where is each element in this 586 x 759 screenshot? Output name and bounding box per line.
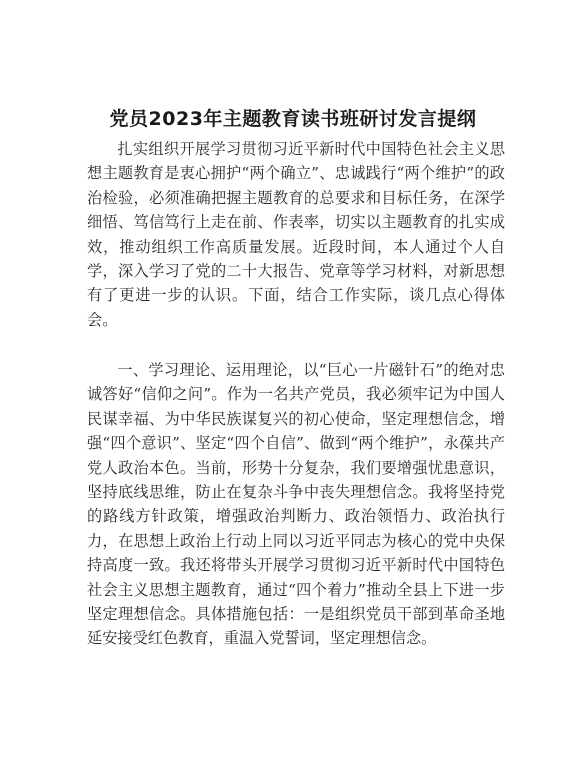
document-title: 党员2023年主题教育读书班研讨发言提纲: [109, 108, 477, 130]
paragraph-section-1: 一、学习理论、运用理论，以“巨心一片磁针石”的绝对忠诚答好“信仰之问”。作为一名共产党员，我必须牢记为中国人民谋幸福、为中华民族谋复兴的初心使命，坚定理想信念，增强“四个意识”、坚定“四个自信”、做到“两个维护”，永葆共产党人政治本色。当前，形势十分复杂，我们要增强忧患意识，坚持底线思维，防止在复杂斗争中丧失理想信念。我将坚持党的路线方针政策，增强政治判断力、政治领悟力、政治执行力，在思想上政治上行动上同以习近平同志为核心的党中央保持高度一致。我还将带头开展学习贯彻习近平新时代中国特色社会主义思想主题教育，通过“四个着力”推动全县上下进一步坚定理想信念。具体措施包括：一是组织党员干部到革命圣地延安接受红色教育，重温入党誓词，坚定理想信念。: [87, 361, 505, 648]
paragraph-intro: 扎实组织开展学习贯彻习近平新时代中国特色社会主义思想主题教育是衷心拥护“两个确立”、忠诚践行“两个维护”的政治检验，必须准确把握主题教育的总要求和目标任务，在深学细悟、笃信笃行上走在前、作表率，切实以主题教育的扎实成效，推动组织工作高质量发展。近段时间，本人通过个人自学，深入学习了党的二十大报告、党章等学习材料，对新思想有了更进一步的认识。下面，结合工作实际，谈几点心得体会。: [87, 140, 505, 329]
